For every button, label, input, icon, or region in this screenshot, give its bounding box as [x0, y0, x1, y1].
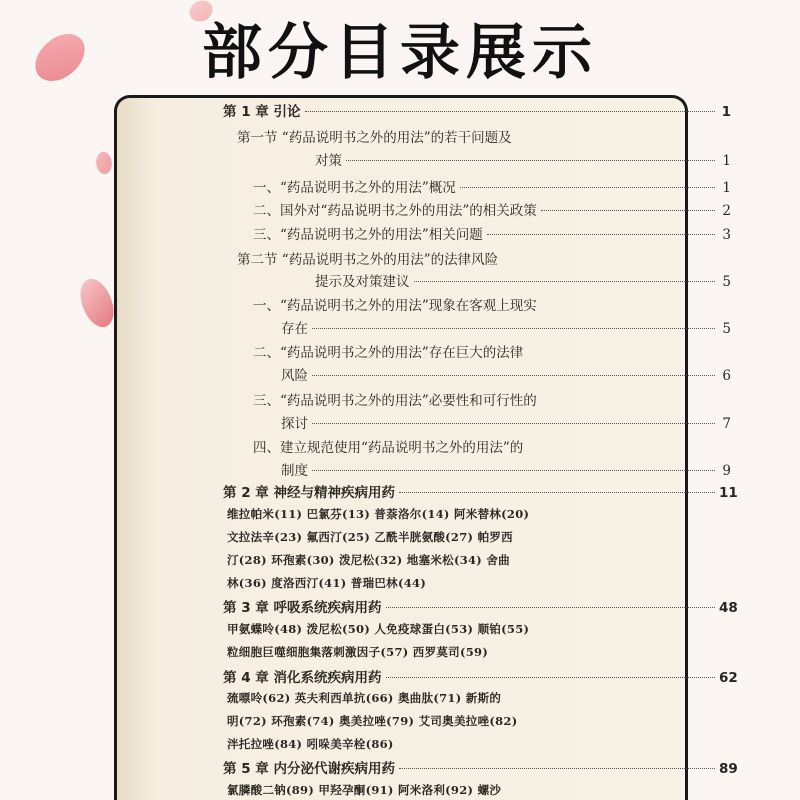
toc-leader-dots: [312, 375, 715, 376]
toc-entry-title: 风险: [281, 368, 308, 384]
toc-page-number: 1: [721, 104, 731, 120]
toc-entry-title: 对策: [315, 153, 342, 169]
toc-entry-title: 提示及对策建议: [315, 274, 410, 290]
toc-entry[interactable]: [253, 178, 731, 198]
drug-list-line: 甲氨蝶呤(48) 泼尼松(50) 人免疫球蛋白(53) 顺铂(55): [227, 622, 530, 636]
toc-entry[interactable]: [253, 391, 731, 411]
toc-leader-dots: [312, 470, 715, 471]
toc-leader-dots: [399, 768, 715, 769]
toc-entry-title: 一、“药品说明书之外的用法”现象在客观上现实: [253, 298, 537, 314]
toc-page-number: 89: [719, 761, 738, 777]
toc-entry[interactable]: [237, 250, 731, 270]
toc-entry[interactable]: [253, 438, 731, 458]
toc-leader-dots: [305, 111, 716, 112]
toc-page-number: 3: [722, 227, 731, 243]
toc-entry-title: 二、“药品说明书之外的用法”存在巨大的法律: [253, 345, 524, 361]
toc-entry-title: 三、“药品说明书之外的用法”相关问题: [253, 227, 483, 243]
toc-entry-title: 第 3 章 呼吸系统疾病用药: [223, 600, 382, 616]
toc-entry-title: 制度: [281, 463, 308, 479]
toc-leader-dots: [346, 160, 715, 161]
toc-chapter-entry[interactable]: [223, 598, 738, 618]
toc-page-number: 5: [722, 321, 731, 337]
drug-list-line: 泮托拉唑(84) 吲哚美辛栓(86): [227, 737, 394, 751]
toc-page-number: 5: [722, 274, 731, 290]
drug-list-line: 明(72) 环孢素(74) 奥美拉唑(79) 艾司奥美拉唑(82): [227, 714, 518, 728]
toc-leader-dots: [386, 607, 716, 608]
toc-entry[interactable]: [253, 201, 731, 221]
toc-leader-dots: [414, 281, 716, 282]
toc-page-number: 62: [719, 670, 738, 686]
toc-entry-title: 第 4 章 消化系统疾病用药: [223, 670, 382, 686]
toc-entry-title: 探讨: [281, 416, 308, 432]
toc-entry[interactable]: [253, 225, 731, 245]
toc-page-number: 9: [722, 463, 731, 479]
toc-page-number: 2: [722, 203, 731, 219]
toc-entry[interactable]: [281, 414, 731, 434]
toc-chapter-entry[interactable]: [223, 483, 738, 503]
drug-list-line: 巯嘌呤(62) 英夫利西单抗(66) 奥曲肽(71) 新斯的: [227, 691, 502, 705]
drug-list-line: 氯膦酸二钠(89) 甲羟孕酮(91) 阿米洛利(92) 螺沙: [227, 783, 502, 797]
toc-entry[interactable]: [253, 343, 731, 363]
toc-leader-dots: [487, 234, 715, 235]
toc-leader-dots: [312, 423, 715, 424]
toc-entry[interactable]: [281, 461, 731, 481]
drug-list-line: 汀(28) 环孢素(30) 泼尼松(32) 地塞米松(34) 舍曲: [227, 553, 510, 567]
toc-entry-title: 一、“药品说明书之外的用法”概况: [253, 180, 456, 196]
toc-leader-dots: [386, 677, 716, 678]
toc-page-number: 48: [719, 600, 738, 616]
toc-page-number: 1: [722, 180, 731, 196]
toc-entry[interactable]: [253, 296, 731, 316]
toc-leader-dots: [460, 187, 715, 188]
toc-chapter-entry[interactable]: [223, 668, 738, 688]
toc-page-number: 6: [722, 368, 731, 384]
toc-entry-title: 存在: [281, 321, 308, 337]
toc-page-number: 11: [719, 485, 738, 501]
toc-entry-title: 第二节 “药品说明书之外的用法”的法律风险: [237, 252, 499, 268]
toc-chapter-entry[interactable]: [223, 102, 731, 122]
toc-entry[interactable]: [315, 151, 731, 171]
toc-entry-title: 三、“药品说明书之外的用法”必要性和可行性的: [253, 393, 537, 409]
drug-list-line: 粒细胞巨噬细胞集落刺激因子(57) 西罗莫司(59): [227, 645, 489, 659]
drug-list-line: 林(36) 度洛西汀(41) 普瑞巴林(44): [227, 576, 427, 590]
toc-entry[interactable]: [315, 272, 731, 292]
toc-entry-title: 第 1 章 引论: [223, 104, 301, 120]
toc-leader-dots: [399, 492, 715, 493]
book-page: [114, 95, 738, 800]
page-title: 部分目录展示: [202, 18, 598, 88]
toc-entry[interactable]: [281, 366, 731, 386]
drug-list-line: 文拉法辛(23) 氟西汀(25) 乙酰半胱氨酸(27) 帕罗西: [227, 530, 513, 544]
toc-entry-title: 第一节 “药品说明书之外的用法”的若干问题及: [237, 130, 512, 146]
toc-entry-title: 四、建立规范使用“药品说明书之外的用法”的: [253, 440, 524, 456]
toc-page-number: 1: [722, 153, 731, 169]
drug-list-line: 维拉帕米(11) 巴氯芬(13) 普萘洛尔(14) 阿米替林(20): [227, 507, 530, 521]
toc-leader-dots: [541, 210, 715, 211]
toc-entry-title: 第 2 章 神经与精神疾病用药: [223, 485, 395, 501]
petal-decoration: [93, 150, 116, 176]
toc-page-number: 7: [722, 416, 731, 432]
toc-leader-dots: [312, 328, 715, 329]
toc-entry[interactable]: [281, 319, 731, 339]
toc-entry-title: 第 5 章 内分泌代谢疾病用药: [223, 761, 395, 777]
toc-entry-title: 二、国外对“药品说明书之外的用法”的相关政策: [253, 203, 537, 219]
toc-chapter-entry[interactable]: [223, 759, 738, 779]
toc-entry[interactable]: [237, 128, 731, 148]
